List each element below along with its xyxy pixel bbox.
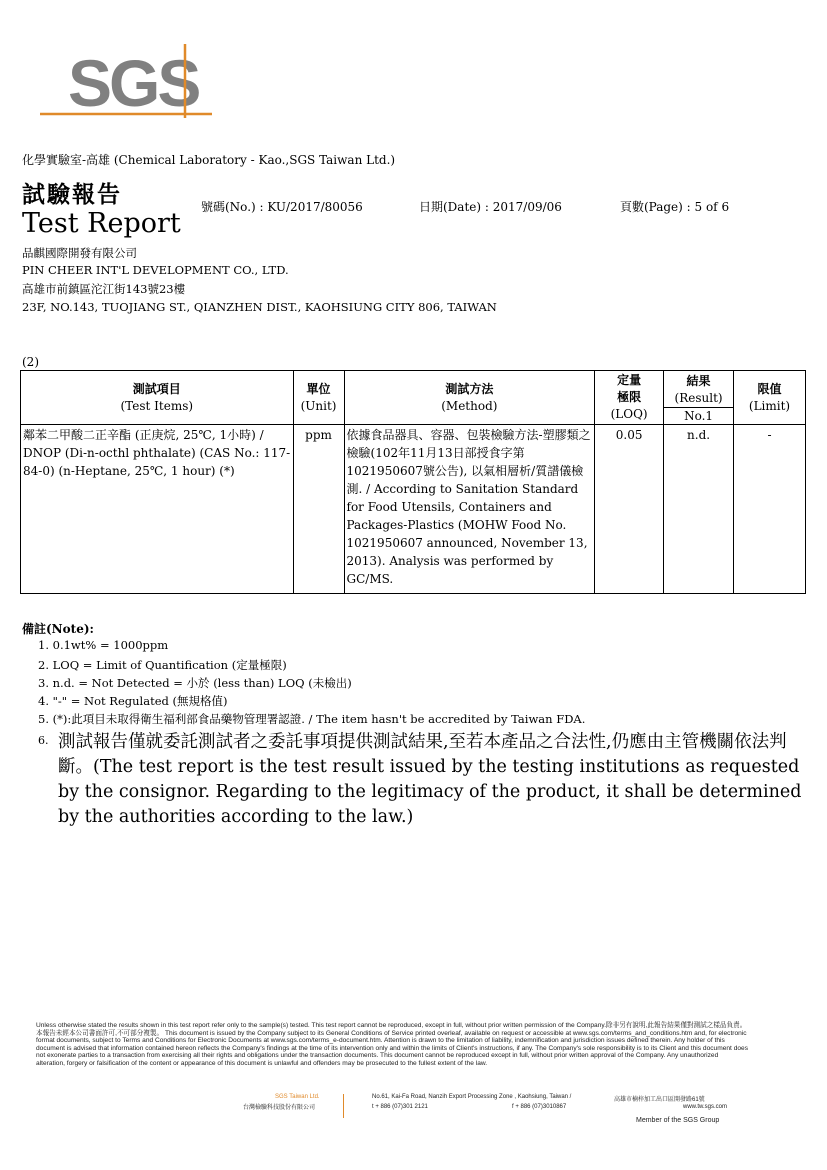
report-title-en: Test Report [22,208,181,239]
footer-company-cn: 台灣檢驗科技股份有限公司 [243,1105,316,1111]
note-6-number: 6. [38,734,49,747]
header-loq-en: (LOQ) [610,407,648,421]
table-row [21,425,806,594]
report-title-cn: 試驗報告 [22,181,122,208]
footer-address-cn: 高雄市楠梓加工出口區開發路61號 [614,1097,705,1103]
report-date: 日期(Date) : 2017/09/06 [419,200,562,214]
footer-fax: f + 886 (07)3010867 [512,1104,567,1110]
note-item: 2. LOQ = Limit of Quantification (定量極限) [38,658,287,672]
client-address-en: 23F, NO.143, TUOJIANG ST., QIANZHEN DIST., KAOHSIUNG CITY 806, TAIWAN [22,300,497,314]
header-result [664,371,734,425]
report-number: 號碼(No.) : KU/2017/80056 [201,200,363,214]
note-item: 3. n.d. = Not Detected = 小於 (less than) LOQ (未檢出) [38,676,352,690]
footer-tel: t + 886 (07)301 2121 [372,1104,428,1110]
header-result-en: (Result) [674,390,723,405]
note-6-text: 測試報告僅就委託測試者之委託事項提供測試結果,至若本產品之合法性,仍應由主管機關依法判斷。(The test report is the test result issued by the testing institutions as requested by the consignor. Regarding to the legitimacy of the product, it shall be determined by the authorities according to the law.) [58,732,802,827]
header-test-items [21,371,294,425]
cell-test-item: 鄰苯二甲酸二正辛酯 (正庚烷, 25℃, 1小時) / DNOP (Di-n-octhl phthalate) (CAS No.: 117-84-0) (n-Heptane, 25℃, 1 hour) (*) [21,425,294,594]
note-item: 4. "-" = Not Regulated (無規格值) [38,694,228,708]
client-name-en: PIN CHEER INT'L DEVELOPMENT CO., LTD. [22,263,289,277]
legal-disclaimer: Unless otherwise stated the results shown in this test report refer only to the sample(s) tested. This test report cannot be reproduced, except in full, without prior written permission of the Company.除非另有說明,此報告結果僅對測試之樣品負責。本報告未經本公司書面許可,不可部分複製。 This document is issued by the Company subject to its General Conditions of Service printed overleaf, available on request or accessible at www.sgs.com/terms_and_conditions.htm and, for electronic format documents, subject to Terms and Conditions for Electronic Documents at www.sgs.com/terms_e-document.htm. Attention is drawn to the limitation of liability, indemnification and jurisdiction issues defined therein. Any holder of this document is advised that information contained hereon reflects the Company's findings at the time of its intervention only and within the limits of Client's instructions, if any. The Company's sole responsibility is to its Client and this document does not exonerate parties to a transaction from exercising all their rights and obligations under the transaction documents. This document cannot be reproduced except in full, without prior written approval of the Company. Any unauthorized alteration, forgery or falsification of the content or appearance of this document is unlawful and offenders may be prosecuted to the fullest extent of the law. [36,1022,748,1067]
header-loq-cn2: 極限 [617,390,642,404]
notes-title: 備註(Note): [22,622,94,636]
header-result-no: No.1 [664,407,733,425]
footer-address: No.61, Kai-Fa Road, Nanzih Export Processing Zone , Kaohsiung, Taiwan / [372,1094,572,1100]
cell-limit: - [734,425,806,594]
header-method [344,371,595,425]
header-unit [293,371,344,425]
lab-name: 化學實驗室-高雄 (Chemical Laboratory - Kao.,SGS Taiwan Ltd.) [22,153,396,167]
cell-loq: 0.05 [595,425,664,594]
footer-divider [343,1094,344,1118]
header-loq [595,371,664,425]
sgs-logo-mark [40,40,215,118]
cell-method: 依據食品器具、容器、包裝檢驗方法-塑膠類之檢驗(102年11月13日部授食字第1021950607號公告), 以氣相層析/質譜儀檢測. / According to Sanitation Standard for Food Utensils, Containers and Packages-Plastics (MOHW Food No. 1021950607 announced, November 13, 2013). Analysis was performed by GC/MS. [344,425,595,594]
cell-result: n.d. [664,425,734,594]
header-limit [734,371,806,425]
note-item: 5. (*):此項目未取得衛生福利部食品藥物管理署認證. / The item hasn't be accredited by Taiwan FDA. [38,712,586,726]
header-limit-en: (Limit) [748,398,791,413]
client-address-cn: 高雄市前鎮區沱江街143號23樓 [22,282,186,296]
sgs-logo-text: SGS [68,46,199,118]
header-method-en: (Method) [441,398,498,413]
page-count: 頁數(Page) : 5 of 6 [620,200,730,214]
header-loq-cn1: 定量 [617,373,642,387]
header-test-items-cn: 測試項目 [132,381,181,396]
note-item: 1. 0.1wt% = 1000ppm [38,638,169,652]
header-unit-en: (Unit) [300,398,337,413]
cell-unit: ppm [293,425,344,594]
header-test-items-en: (Test Items) [120,398,194,413]
header-result-cn: 結果 [686,373,711,388]
note-item-6 [38,730,818,830]
header-unit-cn: 單位 [306,381,331,396]
footer-company-en: SGS Taiwan Ltd. [275,1094,320,1100]
header-method-cn: 測試方法 [445,381,494,396]
client-name-cn: 品麒國際開發有限公司 [22,246,137,260]
footer-web: www.tw.sgs.com [683,1104,728,1110]
table-header-row [21,371,806,425]
footer-member: Member of the SGS Group [636,1117,720,1124]
sgs-logo [40,40,215,118]
header-limit-cn: 限值 [757,381,782,396]
results-table [20,370,806,594]
section-label: (2) [22,355,39,369]
